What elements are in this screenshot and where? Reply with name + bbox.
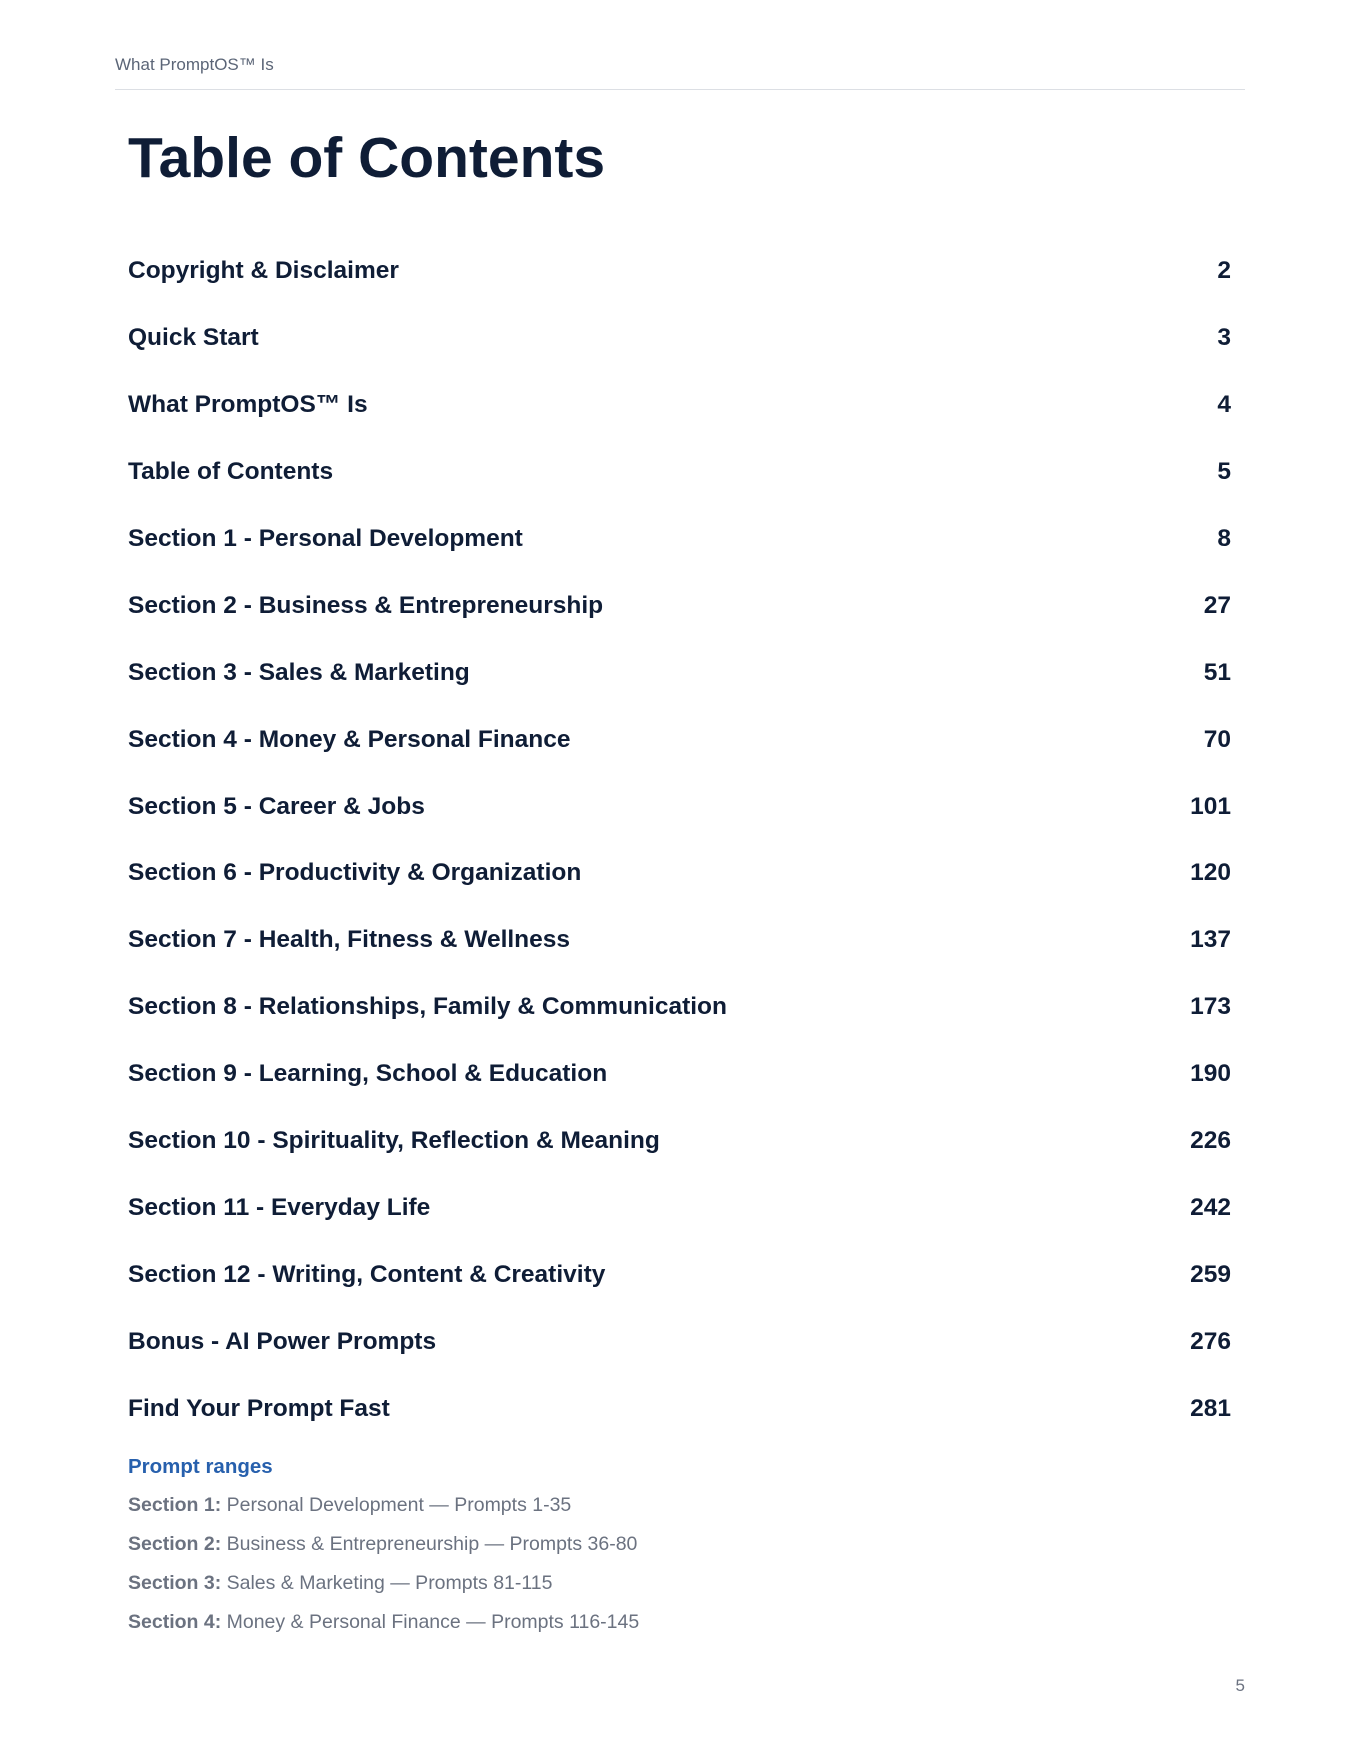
toc-entry-title: Section 2 - Business & Entrepreneurship: [128, 591, 604, 619]
toc-entry-title: Section 10 - Spirituality, Reflection & Meaning: [128, 1127, 660, 1155]
page-title: Table of Contents: [128, 126, 606, 190]
toc-entry-title: Section 8 - Relationships, Family & Communication: [128, 993, 727, 1021]
toc-entry-section-7[interactable]: [128, 907, 1231, 974]
toc-entry-title: Section 7 - Health, Fitness & Wellness: [128, 926, 571, 954]
toc-entry-section-1[interactable]: [128, 506, 1231, 573]
header-divider: [115, 89, 1245, 90]
toc-entry-page: 70: [1203, 725, 1231, 753]
toc-entry-quick-start[interactable]: [128, 305, 1231, 372]
toc-entry-title: Bonus - AI Power Prompts: [128, 1327, 437, 1355]
prompt-ranges: [128, 1455, 1028, 1649]
prompt-range-text: Sales & Marketing — Prompts 81-115: [226, 1572, 553, 1594]
prompt-range-item: [128, 1532, 1028, 1571]
toc-entry-page: 27: [1203, 591, 1231, 619]
toc-entry-what-promptos-is[interactable]: [128, 372, 1231, 439]
toc-entry-find-your-prompt-fast[interactable]: [128, 1375, 1231, 1442]
toc-entry-section-4[interactable]: [128, 706, 1231, 773]
toc-entry-title: Section 9 - Learning, School & Education: [128, 1060, 608, 1088]
prompt-range-label: Section 1:: [128, 1494, 222, 1516]
toc-entry-page: 120: [1190, 859, 1231, 887]
toc-entry-section-11[interactable]: [128, 1174, 1231, 1241]
toc-entry-title: Table of Contents: [128, 458, 334, 486]
page-number: 5: [1235, 1676, 1245, 1695]
toc-entry-title: Section 12 - Writing, Content & Creativity: [128, 1260, 606, 1288]
prompt-range-item: [128, 1493, 1028, 1532]
toc-entry-title: Section 3 - Sales & Marketing: [128, 658, 470, 686]
toc-entry-page: 101: [1190, 792, 1231, 820]
toc-entry-title: Quick Start: [128, 324, 259, 352]
prompt-range-label: Section 3:: [128, 1572, 222, 1594]
prompt-range-item: [128, 1571, 1028, 1610]
prompt-range-item: [128, 1610, 1028, 1649]
toc-entry-title: Section 4 - Money & Personal Finance: [128, 725, 571, 753]
toc-entry-title: Section 1 - Personal Development: [128, 525, 523, 552]
toc-entry-table-of-contents[interactable]: [128, 439, 1231, 506]
prompt-range-text: Business & Entrepreneurship — Prompts 36-80: [226, 1533, 638, 1555]
toc-entry-section-8[interactable]: [128, 974, 1231, 1041]
toc-entry-section-12[interactable]: [128, 1241, 1231, 1308]
toc-entry-section-9[interactable]: [128, 1041, 1231, 1108]
toc-entry-page: 281: [1190, 1394, 1231, 1422]
toc-entry-page: 3: [1217, 324, 1231, 352]
toc-entry-page: 242: [1190, 1193, 1231, 1221]
prompt-range-text: Personal Development — Prompts 1-35: [226, 1494, 572, 1516]
prompt-ranges-heading: Prompt ranges: [128, 1455, 273, 1478]
toc-entry-title: What PromptOS™ Is: [128, 391, 368, 419]
prompt-range-text: Money & Personal Finance — Prompts 116-145: [226, 1611, 640, 1633]
toc-entry-section-2[interactable]: [128, 572, 1231, 639]
toc-list: [128, 238, 1231, 1442]
toc-entry-bonus[interactable]: [128, 1308, 1231, 1375]
toc-entry-page: 4: [1217, 391, 1231, 419]
toc-entry-title: Section 6 - Productivity & Organization: [128, 859, 582, 887]
toc-entry-title: Section 11 - Everyday Life: [128, 1193, 431, 1221]
toc-entry-section-6[interactable]: [128, 840, 1231, 907]
toc-entry-page: 276: [1190, 1327, 1231, 1355]
running-header: What PromptOS™ Is: [115, 55, 274, 74]
toc-entry-page: 190: [1190, 1060, 1231, 1088]
toc-entry-section-10[interactable]: [128, 1108, 1231, 1175]
prompt-range-label: Section 4:: [128, 1611, 222, 1633]
toc-entry-title: Find Your Prompt Fast: [128, 1394, 390, 1422]
prompt-range-label: Section 2:: [128, 1533, 222, 1555]
toc-entry-title: Copyright & Disclaimer: [128, 257, 399, 285]
toc-entry-section-5[interactable]: [128, 773, 1231, 840]
toc-entry-page: 5: [1217, 458, 1231, 486]
toc-entry-page: 137: [1190, 926, 1231, 954]
toc-entry-page: 259: [1190, 1260, 1231, 1288]
toc-entry-page: 226: [1190, 1127, 1231, 1155]
toc-entry-page: 8: [1217, 525, 1231, 552]
toc-entry-page: 173: [1190, 993, 1231, 1021]
toc-entry-title: Section 5 - Career & Jobs: [128, 792, 425, 820]
toc-entry-section-3[interactable]: [128, 639, 1231, 706]
toc-entry-copyright[interactable]: [128, 238, 1231, 305]
toc-entry-page: 2: [1217, 257, 1231, 285]
toc-entry-page: 51: [1203, 658, 1231, 686]
